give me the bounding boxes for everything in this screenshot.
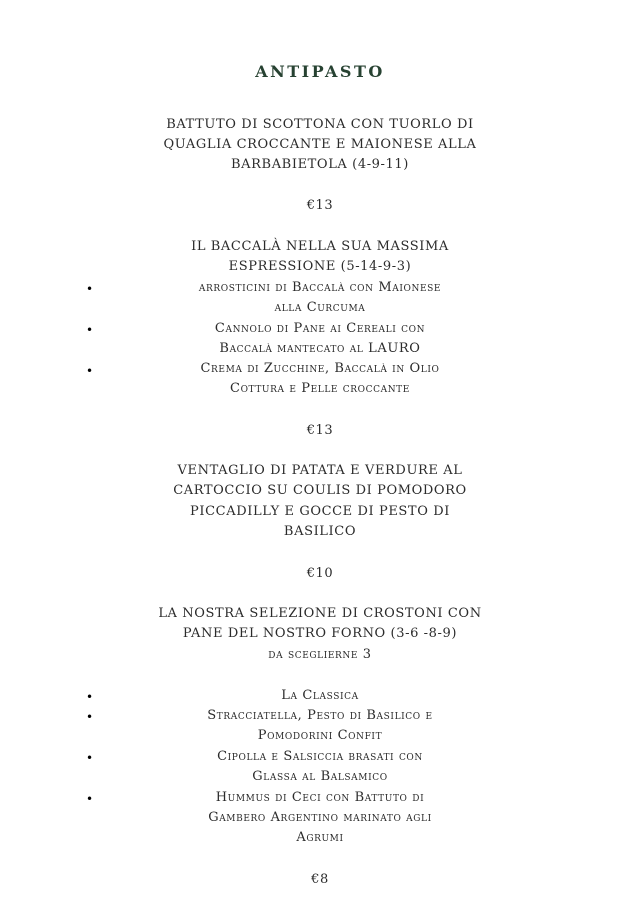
item-4-bullet-line: Agrumi	[296, 830, 344, 845]
bullet-dot-icon: •	[86, 282, 94, 296]
item-4-bullet-line: Hummus di Ceci con Battuto di	[215, 790, 425, 805]
item-3-name-line: VENTAGLIO DI PATATA E VERDURE AL	[177, 463, 463, 478]
item-4-bullet-line: Cipolla e Salsiccia brasati con	[217, 749, 423, 764]
item-3-name-line: CARTOCCIO SU COULIS DI POMODORO	[173, 483, 467, 498]
item-4-name-line: PANE DEL NOSTRO FORNO (3-6 -8-9)	[182, 626, 458, 641]
section-title: ANTIPASTO	[255, 62, 385, 81]
bullet-dot-icon: •	[86, 751, 94, 765]
bullet-dot-icon: •	[86, 792, 94, 806]
bullet-dot-icon: •	[86, 710, 94, 724]
item-4-bullet-line: Gambero Argentino marinato agli	[208, 810, 432, 825]
item-2-bullet-line: Cannolo di Pane ai Cereali con	[214, 321, 426, 336]
item-3-name-line: BASILICO	[283, 524, 357, 539]
item-1-price: €13	[306, 198, 334, 213]
item-3-price: €10	[306, 566, 334, 581]
item-2-bullet-line: arrosticini di Baccalà con Maionese	[198, 280, 442, 295]
item-4-name-line: LA NOSTRA SELEZIONE DI CROSTONI CON	[158, 606, 482, 621]
item-3-name-line: PICCADILLY E GOCCE DI PESTO DI	[190, 504, 450, 519]
item-2-bullet-line: Baccalà mantecato al LAURO	[219, 341, 421, 356]
item-4-subtitle: da sceglierne 3	[268, 647, 372, 662]
item-2-price: €13	[306, 423, 334, 438]
item-1-name-line: BATTUTO DI SCOTTONA CON TUORLO DI	[166, 117, 474, 132]
bullet-dot-icon: •	[86, 364, 94, 378]
item-2-name-line: IL BACCALÀ NELLA SUA MASSIMA	[191, 239, 449, 254]
item-2-bullet-line: Cottura e Pelle croccante	[230, 381, 410, 396]
item-1-name-line: QUAGLIA CROCCANTE E MAIONESE ALLA	[163, 137, 477, 152]
item-2-name-line: ESPRESSIONE (5-14-9-3)	[228, 259, 412, 274]
bullet-dot-icon: •	[86, 323, 94, 337]
item-4-bullet-line: Stracciatella, Pesto di Basilico e	[207, 708, 433, 723]
item-2-bullet-line: alla Curcuma	[274, 300, 366, 315]
item-2-bullet-line: Crema di Zucchine, Baccalà in Olio	[200, 361, 440, 376]
item-1-name-line: BARBABIETOLA (4-9-11)	[231, 157, 409, 172]
item-4-bullet-line: Pomodorini Confit	[257, 728, 383, 743]
item-4-bullet-line: La Classica	[281, 688, 359, 703]
bullet-dot-icon: •	[86, 690, 94, 704]
item-4-price: €8	[311, 872, 329, 887]
item-4-bullet-line: Glassa al Balsamico	[252, 769, 388, 784]
